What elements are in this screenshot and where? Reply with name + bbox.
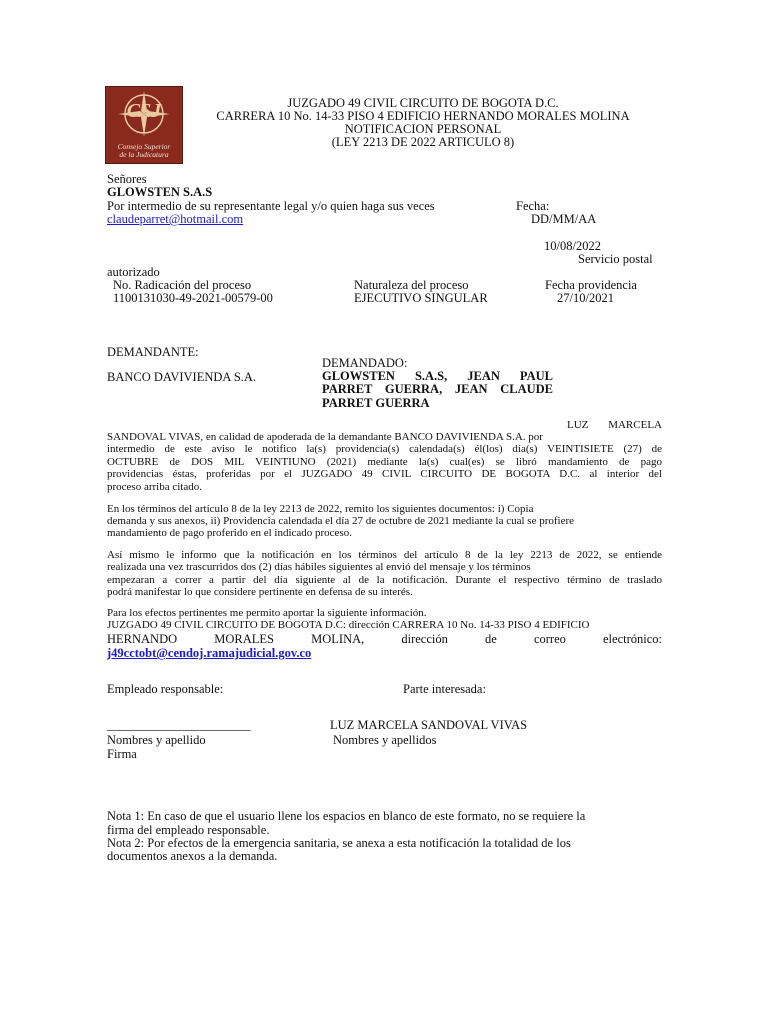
p3-line: Así mismo le informo que la notificación en los términos del artículo 8 de la ley 2213 de 2022, se entiende: [107, 549, 662, 561]
naturaleza-label: Naturaleza del proceso: [354, 278, 469, 292]
p4-word: de: [485, 632, 497, 646]
p4-word: dirección: [401, 632, 448, 646]
naturaleza-value: EJECUTIVO SINGULAR: [354, 291, 488, 305]
note-2-line-2: documentos anexos a la demanda.: [107, 849, 278, 863]
p1-line: intermedio de este aviso le notifico la(s) providencia(s) calendada(s) él(los) día(s) VEINTISIETE (27) de: [107, 443, 662, 456]
p4-word: electrónico:: [603, 632, 662, 646]
paragraph-3: [107, 549, 662, 599]
radicacion-label: No. Radicación del proceso: [113, 278, 252, 292]
p3-line: realizada una vez trascurridos dos (2) días hábiles siguientes al envió del mensaje y los términos: [107, 561, 531, 574]
court-address: CARRERA 10 No. 14-33 PISO 4 EDIFICIO HERNANDO MORALES MOLINA: [216, 109, 630, 123]
demandante-value: BANCO DAVIVIENDA S.A.: [107, 370, 257, 384]
service-label-1: Servicio postal: [578, 252, 653, 266]
radicacion-value: 1100131030-49-2021-00579-00: [113, 291, 273, 305]
fecha-providencia-value: 27/10/2021: [557, 291, 614, 305]
p4-line-1: Para los efectos pertinentes me permito aportar la siguiente información.: [107, 607, 427, 619]
logo-text: CSJ: [126, 100, 162, 122]
recipient-email-link[interactable]: claudeparret@hotmail.com: [107, 212, 244, 226]
empleado-label: Empleado responsable:: [107, 682, 224, 696]
notification-date: 10/08/2022: [544, 239, 601, 253]
paragraph-1: [107, 431, 662, 493]
firma-label: Firma: [107, 747, 137, 761]
fecha-providencia-label: Fecha providencia: [545, 278, 637, 292]
p4-line-3: [107, 632, 662, 647]
demandado-line-2: PARRET GUERRA, JEAN CLAUDE: [322, 382, 553, 396]
fecha-format: DD/MM/AA: [531, 212, 597, 226]
logo-caption-1: Consejo Superior: [117, 142, 171, 151]
p1-line: SANDOVAL VIVAS, en calidad de apoderada de la demandante BANCO DAVIVIENDA S.A. por: [107, 431, 543, 443]
service-label-2: autorizado: [107, 265, 160, 279]
p4-word: MORALES: [214, 632, 274, 646]
p3-line: empezaran a correr a partir del día siguiente al de la notificación. Durante el respectivo término de traslado: [107, 573, 662, 586]
demandante-label: DEMANDANTE:: [107, 345, 199, 359]
p2-line-3: mandamiento de pago proferido en el indicado proceso.: [107, 527, 352, 539]
demandado-line-3: PARRET GUERRA: [322, 396, 430, 410]
right-names-label: Nombres y apellidos: [333, 733, 437, 747]
p2-line-1: En los términos del artículo 8 de la ley 2213 de 2022, remito los siguientes documentos: i) Copia: [107, 503, 534, 515]
note-1-line-2: firma del empleado responsable.: [107, 823, 270, 837]
p4-word: MOLINA,: [311, 632, 365, 646]
p4-word: HERNANDO: [107, 632, 178, 646]
p2-line-2: demanda y sus anexos, ii) Providencia calendada el día 27 de octubre de 2021 mediante la cual se profiere: [107, 515, 575, 527]
fecha-label: Fecha:: [516, 199, 550, 213]
p3-line: podrá manifestar lo que considere pertinente en defensa de su interés.: [107, 586, 413, 599]
note-2-line-1: Nota 2: Por efectos de la emergencia sanitaria, se anexa a esta notificación la totalidad de los: [107, 836, 571, 850]
signature-line: _______________________: [107, 718, 251, 732]
recipient-company: GLOWSTEN S.A.S: [107, 185, 213, 199]
salutation: Señores: [107, 172, 147, 186]
court-email-link[interactable]: j49cctobt@cendoj.ramajudicial.gov.co: [107, 646, 312, 660]
parte-label: Parte interesada:: [403, 682, 486, 696]
p4-word: correo: [533, 632, 566, 646]
parte-name: LUZ MARCELA SANDOVAL VIVAS: [330, 718, 528, 732]
csj-logo: [105, 86, 183, 164]
p1-line: proceso arriba citado.: [107, 480, 202, 493]
law-reference: (LEY 2213 DE 2022 ARTICULO 8): [331, 135, 515, 149]
logo-caption-2: de la Judicatura: [119, 150, 169, 159]
p1-start: LUZ MARCELA: [567, 419, 662, 431]
demandado-line-1: GLOWSTEN S.A.S, JEAN PAUL: [322, 369, 553, 383]
recipient-intermediary: Por intermedio de su representante legal y/o quien haga sus veces: [107, 199, 435, 213]
p1-line: providencias éstas, proferidas por el JUZGADO 49 CIVIL CIRCUITO DE BOGOTA D.C. al interior del: [107, 468, 662, 481]
p4-line-2: JUZGADO 49 CIVIL CIRCUITO DE BOGOTA D.C: dirección CARRERA 10 No. 14-33 PISO 4 EDIFICIO: [107, 619, 590, 631]
demandado-label: DEMANDADO:: [322, 356, 408, 370]
document-title: NOTIFICACION PERSONAL: [344, 122, 502, 136]
note-1-line-1: Nota 1: En caso de que el usuario llene los espacios en blanco de este formato, no se requiere la: [107, 809, 586, 823]
court-name: JUZGADO 49 CIVIL CIRCUITO DE BOGOTA D.C.: [287, 96, 559, 110]
p1-line: OCTUBRE de DOS MIL VEINTIUNO (2021) mediante la(s) cual(es) se libró mandamiento de pago: [107, 455, 662, 468]
left-names-label: Nombres y apellido: [107, 733, 206, 747]
